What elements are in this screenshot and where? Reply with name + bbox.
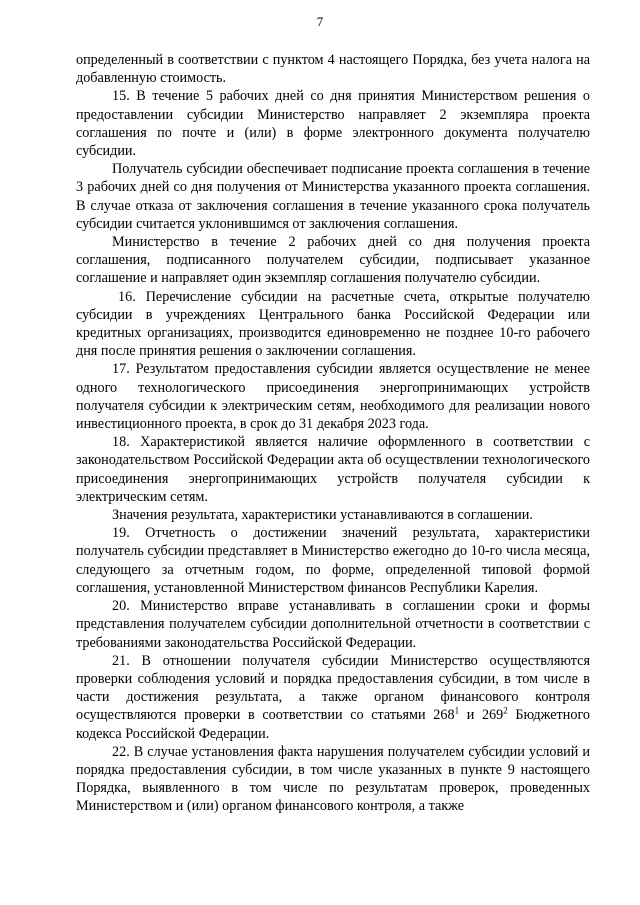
paragraph-21-text-mid: и 269 (459, 707, 504, 724)
paragraph-continuation: определенный в соответствии с пунктом 4 настоящего Порядка, без учета налога на добавленную стоимость. (76, 52, 590, 87)
paragraph-21 (76, 652, 590, 743)
paragraph-16: 16. Перечисление субсидии на расчетные счета, открытые получателю субсидии в учреждениях Центрального банка Российской Федерации или кредитных организациях, производится единовременно не позднее 10-го рабочего дня после принятия решения о заключении соглашения. (76, 288, 590, 360)
document-body (76, 51, 590, 816)
paragraph-21-text-after: Бюджетного кодекса Российской Федерации. (76, 707, 591, 742)
paragraph-15: 15. В течение 5 рабочих дней со дня принятия Министерством решения о предоставлении субсидии Министерство направляет 2 экземпляра проекта соглашения по почте и (или) в форме электронного документа получателю субсидии. (76, 88, 590, 160)
paragraph-19: 19. Отчетность о достижении значений результата, характеристики получатель субсидии представляет в Министерство ежегодно до 10-го числа месяца, следующего за отчетным годом, по форме, определенной типовой формой соглашения, установленной Министерством финансов Республики Карелия. (76, 525, 590, 596)
article-268-superscript: 1 (454, 705, 460, 716)
paragraph-22: 22. В случае установления факта нарушения получателем субсидии условий и порядка предоставления субсидии, в том числе указанных в пункте 9 настоящего Порядка, выявленного в том числе по результатам проверок, проведенных Министерством и (или) органом финансового контроля, а также (76, 743, 590, 815)
paragraph-21-text-before: 21. В отношении получателя субсидии Министерство осуществляются проверки соблюдения условий и порядка предоставления субсидии, в том числе в части достижения результата, а также органом финансового контроля осуществляются проверки в соответствии со статьями 268 (76, 652, 590, 724)
paragraph-15-ministry: Министерство в течение 2 рабочих дней со дня получения проекта соглашения, подписанного получателем субсидии, подписывает указанное соглашение и направляет один экземпляр соглашения получателю субсидии. (76, 234, 590, 287)
paragraph-15-signing: Получатель субсидии обеспечивает подписание проекта соглашения в течение 3 рабочих дней со дня получения от Министерства указанного проекта соглашения. В случае отказа от заключения соглашения в течение указанного срока получатель субсидии считается уклонившимся от заключения соглашения. (76, 161, 590, 232)
page-number: 7 (316, 14, 324, 29)
paragraph-18: 18. Характеристикой является наличие оформленного в соответствии с законодательством Российской Федерации акта об осуществлении технологического присоединения энергопринимающих устройств получателя субсидии к электрическим сетям. (76, 434, 590, 505)
article-269-superscript: 2 (503, 705, 508, 716)
paragraph-17: 17. Результатом предоставления субсидии является осуществление не менее одного технологического присоединения энергопринимающих устройств получателя субсидии к электрическим сетям, необходимого для реализации нового инвестиционного проекта, в срок до 31 декабря 2023 года. (76, 361, 590, 433)
paragraph-18-values: Значения результата, характеристики устанавливаются в соглашении. (112, 507, 533, 524)
paragraph-20: 20. Министерство вправе устанавливать в соглашении сроки и формы представления получателем субсидии дополнительной отчетности в соответствии с требованиями законодательства Российской Федерации. (76, 598, 590, 651)
